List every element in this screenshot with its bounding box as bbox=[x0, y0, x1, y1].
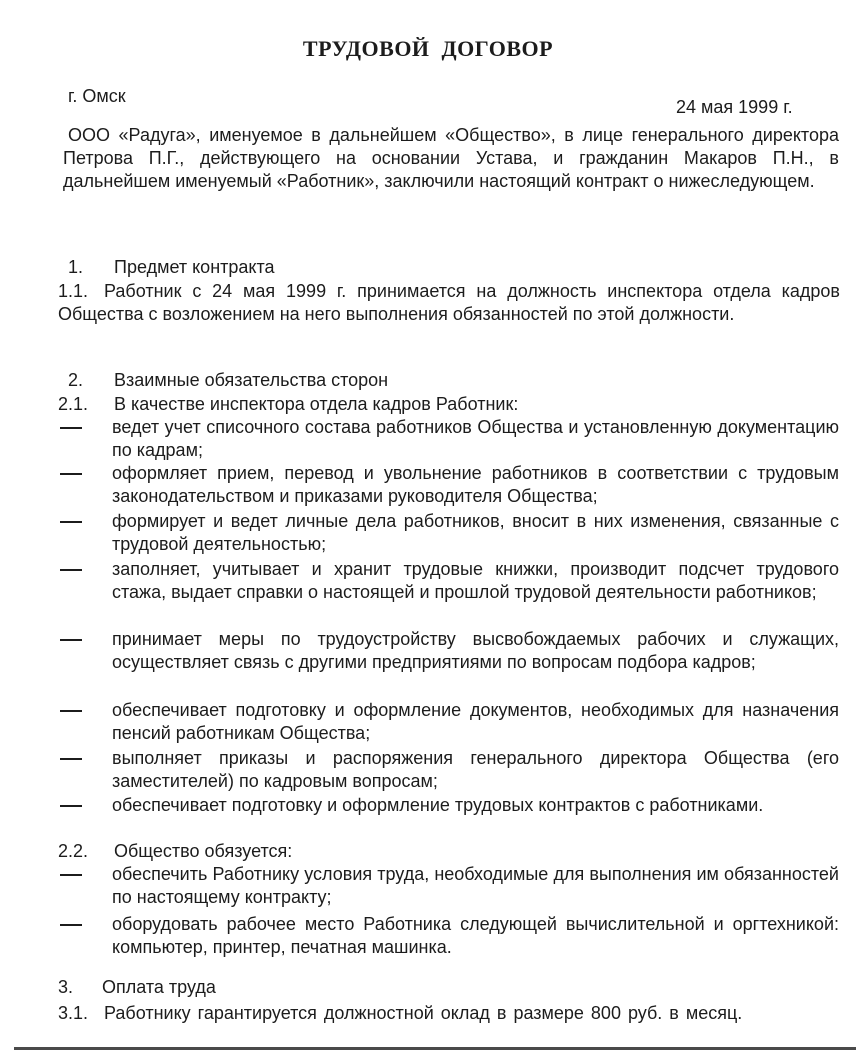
document-city: г. Омск bbox=[68, 86, 126, 106]
list-item-text: формирует и ведет личные дела работников, вносит в них изменения, связанные с трудовой деятельностью; bbox=[112, 511, 839, 554]
dash-bullet bbox=[60, 558, 82, 581]
document-date: 24 мая 1999 г. bbox=[676, 97, 793, 117]
section-title: Взаимные обязательства сторон bbox=[114, 370, 389, 390]
dash-bullet bbox=[60, 462, 82, 485]
list-item-text: обеспечивает подготовку и оформление трудовых контрактов с работниками. bbox=[112, 795, 764, 815]
clause-1-1 bbox=[58, 280, 840, 350]
clause-number: 2.1. bbox=[58, 394, 89, 414]
list-item-text: оформляет прием, перевод и увольнение работников в соответствии с трудовым законодательством и приказами руководителя Общества; bbox=[112, 463, 839, 506]
dash-bullet bbox=[60, 510, 82, 533]
list-item bbox=[60, 699, 840, 745]
list-item-text: принимает меры по трудоустройству высвобождаемых рабочих и служащих, осуществляет связь с другими предприятиями по вопросам подбора кадров; bbox=[112, 629, 839, 672]
list-item bbox=[60, 462, 840, 508]
section-title: Предмет контракта bbox=[114, 257, 275, 277]
list-item bbox=[60, 416, 840, 462]
dash-bullet bbox=[60, 416, 82, 439]
clause-number: 2.2. bbox=[58, 841, 89, 861]
list-item-text: заполняет, учитывает и хранит трудовые книжки, производит подсчет трудового стажа, выдает справки о настоящей и прошлой трудовой деятельности работников; bbox=[112, 559, 839, 602]
dash-bullet bbox=[60, 863, 82, 886]
dash-bullet bbox=[60, 913, 82, 936]
clause-text: Общество обязуется: bbox=[114, 841, 293, 861]
clause-number: 3.1. bbox=[58, 1003, 89, 1023]
intro-paragraph: ООО «Радуга», именуемое в дальнейшем «Общество», в лице генерального директора Петрова П.Г., действующего на основании Устава, и гражданин Макаров П.Н., в дальнейшем именуемый «Работник», заключили настоящий контракт о нижеследующем. bbox=[63, 125, 839, 191]
clause-number: 1.1. bbox=[58, 281, 89, 301]
list-item bbox=[60, 794, 840, 840]
clause-text: Работник с 24 мая 1999 г. принимается на должность инспектора отдела кадров Общества с возложением на него выполнения обязанностей по этой должности. bbox=[58, 281, 840, 324]
section-number: 2. bbox=[68, 370, 84, 390]
clause-text: В качестве инспектора отдела кадров Работник: bbox=[114, 394, 519, 414]
list-item bbox=[60, 913, 840, 959]
list-item bbox=[60, 863, 840, 909]
dash-bullet bbox=[60, 699, 82, 722]
list-item-text: ведет учет списочного состава работников Общества и установленную документацию по кадрам; bbox=[112, 417, 839, 460]
section-number: 1. bbox=[68, 257, 84, 277]
clause-2-1 bbox=[58, 393, 840, 416]
list-item bbox=[60, 747, 840, 793]
section-title: Оплата труда bbox=[102, 977, 216, 997]
list-item bbox=[60, 558, 840, 627]
dash-bullet bbox=[60, 747, 82, 770]
dash-bullet bbox=[60, 628, 82, 651]
list-item bbox=[60, 510, 840, 556]
dash-bullet bbox=[60, 794, 82, 817]
clause-3-1 bbox=[58, 1002, 840, 1025]
list-item-text: оборудовать рабочее место Работника следующей вычислительной и оргтехникой: компьютер, принтер, печатная машинка. bbox=[112, 914, 839, 957]
clause-text: Работнику гарантируется должностной оклад в размере 800 руб. в месяц. bbox=[104, 1003, 743, 1023]
page-edge-rule bbox=[14, 1047, 856, 1050]
list-item-text: обеспечивает подготовку и оформление документов, необходимых для назначения пенсий работникам Общества; bbox=[112, 700, 839, 743]
list-item-text: обеспечить Работнику условия труда, необходимые для выполнения им обязанностей по настоящему контракту; bbox=[112, 864, 839, 907]
document-title: ТРУДОВОЙ ДОГОВОР bbox=[302, 36, 554, 61]
clause-2-2 bbox=[58, 840, 840, 863]
list-item-text: выполняет приказы и распоряжения генерального директора Общества (его заместителей) по кадровым вопросам; bbox=[112, 748, 839, 791]
list-item bbox=[60, 628, 840, 697]
section-number: 3. bbox=[58, 977, 74, 997]
